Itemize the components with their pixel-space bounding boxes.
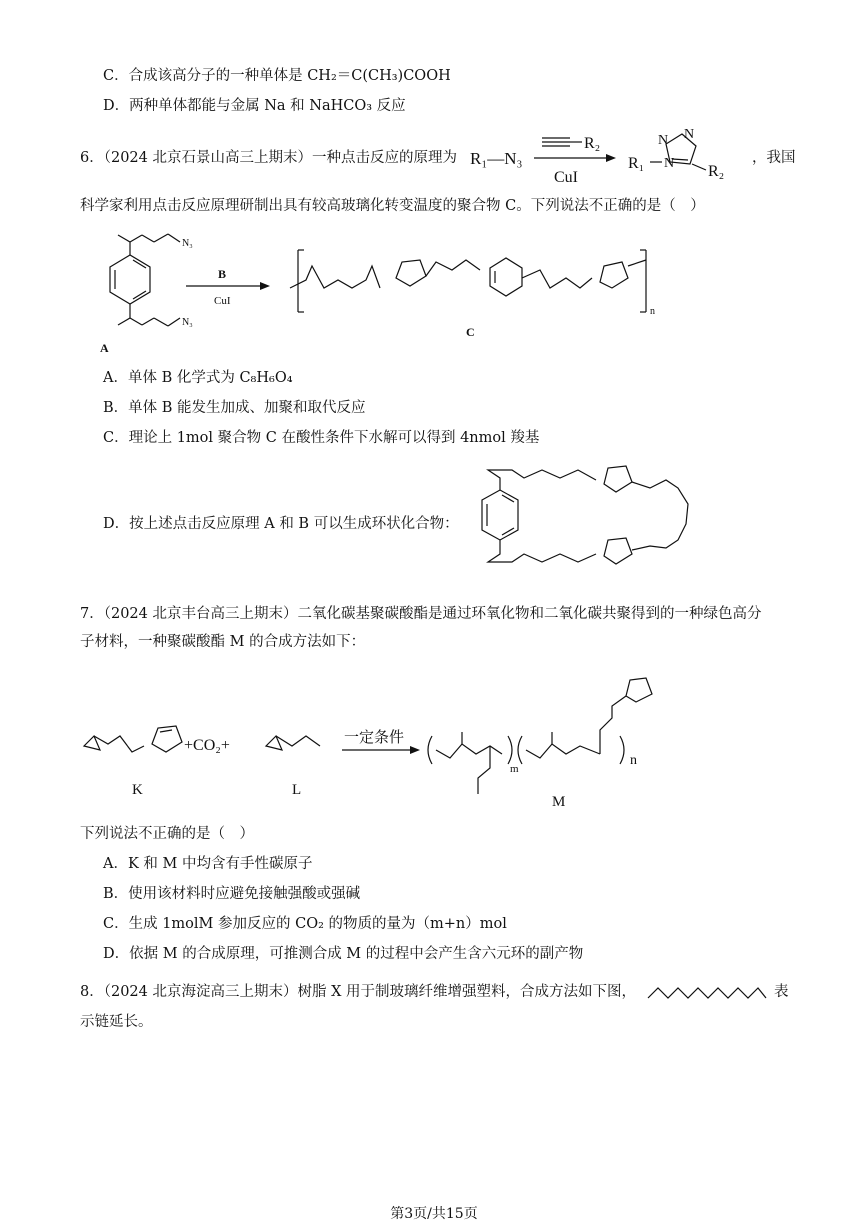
q5-option-c: C．合成该高分子的一种单体是 CH₂＝C(CH₃)COOH <box>103 68 451 84</box>
q7-label-m: M <box>552 794 566 810</box>
q6-reactant: R₁—N₃ <box>470 149 523 168</box>
q7-label-k: K <box>132 782 143 798</box>
q6-option-b: B．单体 B 能发生加成、加聚和取代反应 <box>103 400 366 416</box>
q7-synthesis-scheme <box>80 660 690 830</box>
q6-polymer-n: n <box>650 306 655 317</box>
q6-synthesis-scheme <box>80 222 680 355</box>
q8-zigzag-chain-icon <box>648 984 770 1004</box>
q6-product-n1: N <box>664 156 675 171</box>
q6-catalyst: CuI <box>554 169 578 186</box>
q6-option-a: A．单体 B 化学式为 C₈H₆O₄ <box>103 370 293 386</box>
q6-stem-line2: 科学家利用点击反应原理研制出具有较高玻璃化转变温度的聚合物 C。下列说法不正确的是（ ） <box>80 198 705 214</box>
q6-label-a: A <box>100 341 109 355</box>
q7-question: 下列说法不正确的是（ ） <box>80 826 254 842</box>
q6-option-c: C．理论上 1mol 聚合物 C 在酸性条件下水解可以得到 4nmol 羧基 <box>103 430 540 446</box>
q7-plus-co2: +CO₂+ <box>184 737 230 754</box>
q8-stem-line2: 示链延长。 <box>80 1014 153 1030</box>
q5-option-d: D．两种单体都能与金属 Na 和 NaHCO₃ 反应 <box>103 98 406 114</box>
q6-cyclic-compound <box>464 452 724 592</box>
q6-a-azide-bottom: N₃ <box>182 317 193 328</box>
q6-product-r1: R₁ <box>628 155 645 172</box>
q7-condition: 一定条件 <box>344 730 405 746</box>
q7-subscript-n: n <box>630 753 637 768</box>
q7-stem-line1: 7．（2024 北京丰台高三上期末）二氧化碳基聚碳酸酯是通过环氧化物和二氧化碳共聚得到的一种绿色高分 <box>80 606 762 622</box>
q6-reagent-r2: R₂ <box>584 135 601 152</box>
q6-reagent-b: B <box>218 267 227 281</box>
q7-option-b: B．使用该材料时应避免接触强酸或强碱 <box>103 886 361 902</box>
q7-option-c: C．生成 1molM 参加反应的 CO₂ 的物质的量为（m+n）mol <box>103 916 507 932</box>
q6-stem-part2: ，我国 <box>752 150 796 166</box>
q8-stem-part1: 8．（2024 北京海淀高三上期末）树脂 X 用于制玻璃纤维增强塑料，合成方法如下图， <box>80 984 637 1000</box>
q6-stem-part1: 6．（2024 北京石景山高三上期末）一种点击反应的原理为 <box>80 150 457 166</box>
q6-label-c: C <box>466 325 475 339</box>
q6-option-d: D．按上述点击反应原理 A 和 B 可以生成环状化合物： <box>103 516 459 532</box>
q8-stem-part2: 表 <box>774 984 789 1000</box>
q7-label-l: L <box>292 782 302 798</box>
q7-subscript-m: m <box>510 763 519 775</box>
page-footer: 第3页/共15页 <box>390 1206 478 1222</box>
q7-option-a: A．K 和 M 中均含有手性碳原子 <box>103 856 313 872</box>
q6-product-n2: N <box>658 133 669 148</box>
q6-reagent-cui: CuI <box>214 295 231 307</box>
q6-product-r2: R₂ <box>708 163 725 180</box>
q6-a-azide-top: N₃ <box>182 238 193 249</box>
q7-stem-line2: 子材料，一种聚碳酸酯 M 的合成方法如下： <box>80 634 366 650</box>
q6-click-reaction-scheme <box>470 120 770 190</box>
q6-product-n3: N <box>684 127 695 142</box>
q7-option-d: D．依据 M 的合成原理，可推测合成 M 的过程中会产生含六元环的副产物 <box>103 946 584 962</box>
